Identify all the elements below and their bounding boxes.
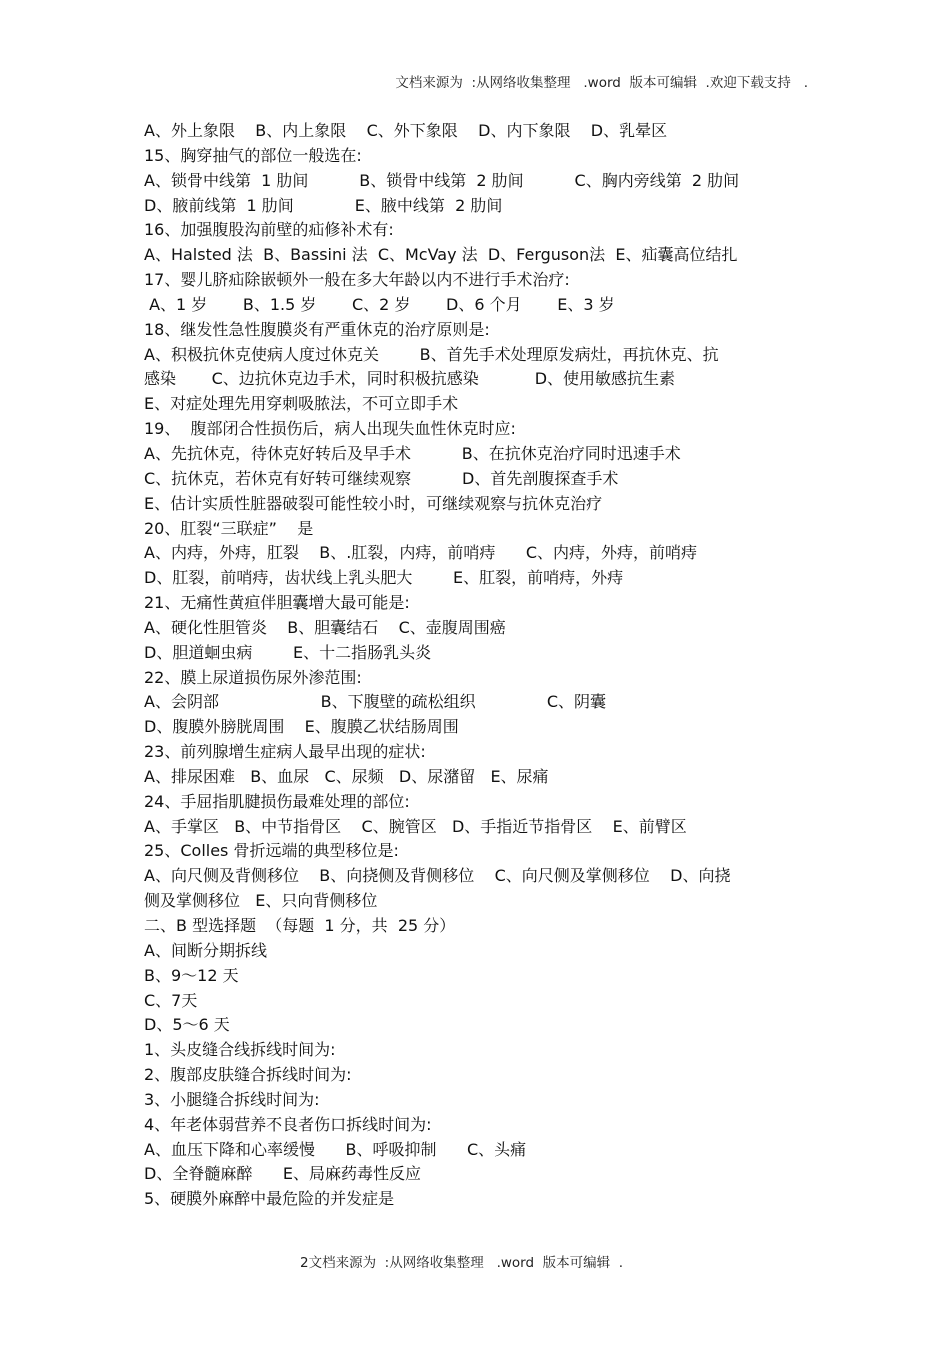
option-line: A、会阴部 B、下腹壁的疏松组织 C、阴囊: [144, 692, 607, 712]
question-line: 16、加强腹股沟前壁的疝修补术有:: [144, 220, 394, 240]
option-line: A、内痔，外痔，肛裂 B、.肛裂，内痔，前哨痔 C、内痔，外痔，前哨痔: [144, 543, 698, 563]
page-header: 文档来源为 :从网络收集整理 .word 版本可编辑 .欢迎下载支持 .: [395, 75, 808, 91]
option-line: D、全脊髓麻醉 E、局麻药毒性反应: [144, 1164, 421, 1184]
question-line: 4、年老体弱营养不良者伤口拆线时间为:: [144, 1114, 432, 1134]
option-line: A、1 岁 B、1.5 岁 C、2 岁 D、6 个月 E、3 岁: [144, 294, 615, 314]
option-line: A、先抗休克，待休克好转后及早手术 B、在抗休克治疗同时迅速手术: [144, 443, 681, 463]
option-line: E、对症处理先用穿刺吸脓法，不可立即手术: [144, 394, 459, 414]
option-line: 感染 C、边抗休克边手术，同时积极抗感染 D、使用敏感抗生素: [144, 369, 676, 389]
option-line: A、积极抗休克使病人度过休克关 B、首先手术处理原发病灶，再抗休克、抗: [144, 344, 719, 364]
option-line: A、向尺侧及背侧移位 B、向挠侧及背侧移位 C、向尺侧及掌侧移位 D、向挠: [144, 866, 731, 886]
option-line: D、5～6 天: [144, 1015, 230, 1035]
option-line: A、排尿困难 B、血尿 C、尿频 D、尿潴留 E、尿痛: [144, 766, 549, 786]
option-line: C、7天: [144, 990, 198, 1010]
question-line: 25、Colles 骨折远端的典型移位是:: [144, 841, 399, 861]
option-line: 侧及掌侧移位 E、只向背侧移位: [144, 891, 378, 911]
option-line: D、肛裂，前哨痔，齿状线上乳头肥大 E、肛裂，前哨痔，外痔: [144, 568, 624, 588]
option-line: B、9～12 天: [144, 965, 239, 985]
question-line: 20、肛裂“三联症” 是: [144, 518, 314, 538]
option-line: A、Halsted 法 B、Bassini 法 C、McVay 法 D、Ferguson法 E、疝囊高位结扎: [144, 245, 738, 265]
question-line: 17、婴儿脐疝除嵌顿外一般在多大年龄以内不进行手术治疗:: [144, 270, 570, 290]
question-line: 1、头皮缝合线拆线时间为:: [144, 1040, 336, 1060]
option-line: A、手掌区 B、中节指骨区 C、腕管区 D、手指近节指骨区 E、前臂区: [144, 816, 687, 836]
option-line: A、硬化性胆管炎 B、胆囊结石 C、壶腹周围癌: [144, 617, 506, 637]
question-line: 19、 腹部闭合性损伤后，病人出现失血性休克时应:: [144, 419, 516, 439]
option-line: D、腋前线第 1 肋间 E、腋中线第 2 肋间: [144, 195, 503, 215]
question-line: 15、胸穿抽气的部位一般选在:: [144, 145, 362, 165]
question-line: 5、硬膜外麻醉中最危险的并发症是: [144, 1189, 395, 1209]
option-line: A、外上象限 B、内上象限 C、外下象限 D、内下象限 D、乳晕区: [144, 121, 668, 140]
question-line: 18、继发性急性腹膜炎有严重休克的治疗原则是:: [144, 319, 490, 339]
question-line: 24、手屈指肌腱损伤最难处理的部位:: [144, 791, 410, 811]
option-line: A、锁骨中线第 1 肋间 B、锁骨中线第 2 肋间 C、胸内旁线第 2 肋间: [144, 170, 740, 190]
question-line: 21、无痛性黄疸伴胆囊增大最可能是:: [144, 593, 410, 613]
option-line: A、血压下降和心率缓慢 B、呼吸抑制 C、头痛: [144, 1139, 527, 1159]
option-line: D、腹膜外膀胱周围 E、腹膜乙状结肠周围: [144, 717, 459, 737]
option-line: E、估计实质性脏器破裂可能性较小时，可继续观察与抗休克治疗: [144, 493, 603, 513]
question-line: 2、腹部皮肤缝合拆线时间为:: [144, 1065, 352, 1085]
option-line: C、抗休克，若休克有好转可继续观察 D、首先剖腹探查手术: [144, 468, 619, 488]
document-body: [144, 119, 808, 1212]
section-heading: 二、B 型选择题 （每题 1 分，共 25 分）: [144, 916, 456, 935]
question-line: 22、膜上尿道损伤尿外渗范围:: [144, 667, 362, 687]
option-line: A、间断分期拆线: [144, 940, 267, 960]
question-line: 23、前列腺增生症病人最早出现的症状:: [144, 742, 426, 762]
page-footer: 2文档来源为 :从网络收集整理 .word 版本可编辑 .: [300, 1255, 624, 1271]
option-line: D、胆道蛔虫病 E、十二指肠乳头炎: [144, 642, 432, 662]
question-line: 3、小腿缝合拆线时间为:: [144, 1089, 320, 1109]
